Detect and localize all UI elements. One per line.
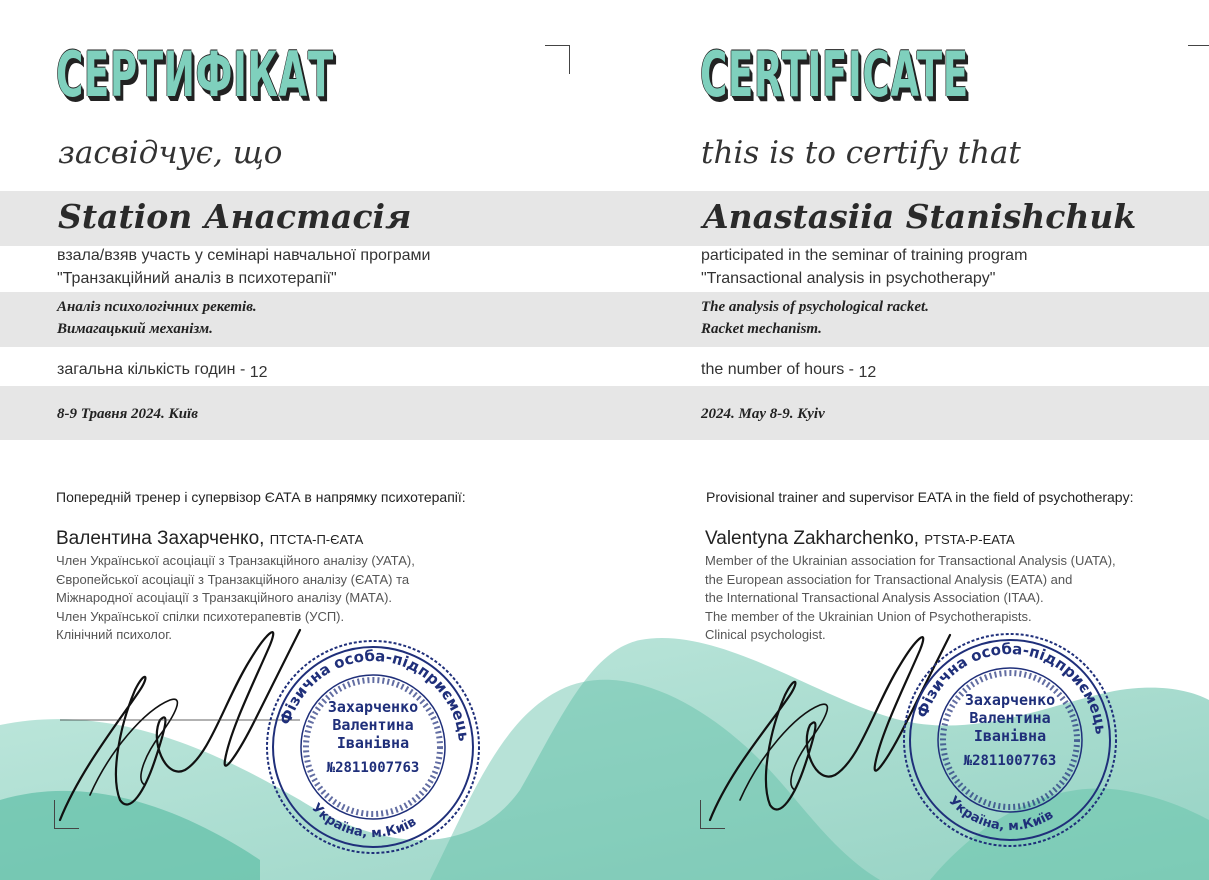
hours-value: 12 <box>249 364 268 381</box>
seminar-topic-1: Аналіз психологічних рекетів. <box>57 299 257 315</box>
credential-line: Clinical psychologist. <box>705 627 826 642</box>
stamp-line-1: Захарченко <box>327 698 419 716</box>
recipient-name: Station Анастасія <box>58 197 412 236</box>
trainer-post: ПТСТА-П-ЄАТА <box>269 532 364 547</box>
credential-line: The member of the Ukrainian Union of Psychotherapists. <box>705 608 1032 624</box>
stamp-line-3: Іванівна <box>336 734 410 752</box>
stamp-ring-text: Фізична особа-підприємець <box>276 646 473 743</box>
hours-label: the number of hours <box>701 361 845 378</box>
stamp-right <box>900 630 1120 850</box>
participation-line-2: "Транзакційний аналіз в психотерапії" <box>57 270 337 287</box>
corner-mark-top-right <box>1188 45 1209 74</box>
seminar-topic-2: Вимагацький механізм. <box>57 321 213 337</box>
hours-label: загальна кількість годин <box>57 361 236 378</box>
certificate-subtitle: засвідчує, що <box>58 135 283 171</box>
trainer-name-text: Valentyna Zakharchenko, <box>705 528 920 549</box>
seminar-topic-1: The analysis of psychological racket. <box>701 299 929 315</box>
credential-line: the International Transactional Analysis Association (ITAA). <box>705 590 1044 605</box>
certificate-subtitle: this is to certify that <box>701 135 1021 171</box>
certificate-title: СЕРТИФІКАТ <box>56 38 334 111</box>
hours-value: 12 <box>858 364 877 381</box>
participation-line-1: participated in the seminar of training program <box>701 247 1028 264</box>
credential-line: Європейської асоціації з Транзакційного аналізу (ЄАТА) та <box>56 571 410 587</box>
stamp-line-2: Валентина <box>969 709 1051 727</box>
credential-line: Клінічний психолог. <box>56 627 173 642</box>
stamp-left <box>263 637 483 857</box>
seminar-date: 2024. May 8-9. Kyiv <box>701 406 825 422</box>
stamp-bottom-text: Україна, м.Київ <box>308 800 419 842</box>
credential-line: Член Української спілки психотерапевтів (УСП). <box>56 608 345 624</box>
seminar-date: 8-9 Травня 2024. Київ <box>57 406 198 422</box>
credential-line: Член Української асоціації з Транзакційного аналізу (УАТА), <box>56 553 415 568</box>
hours-row <box>701 361 876 379</box>
stamp-number: №2811007763 <box>963 753 1057 769</box>
stamp-number: №2811007763 <box>326 760 420 776</box>
hours-dash: - <box>848 361 859 378</box>
credential-line: Member of the Ukrainian association for Transactional Analysis (UATA), <box>705 553 1116 568</box>
trainer-label: Provisional trainer and supervisor EATA in the field of psychotherapy: <box>706 489 1134 505</box>
stamp-bottom-text: Україна, м.Київ <box>945 793 1056 835</box>
trainer-name-text: Валентина Захарченко, <box>56 528 265 549</box>
participation-line-2: "Transactional analysis in psychotherapy" <box>701 270 996 287</box>
corner-mark-top <box>545 45 570 74</box>
recipient-name: Anastasiia Stanishchuk <box>703 197 1137 236</box>
trainer-label: Попередній тренер і супервізор ЄАТА в напрямку психотерапії: <box>56 489 466 505</box>
certificate-title: CERTIFICATE <box>700 38 969 111</box>
stamp-ring-text: Фізична особа-підприємець <box>913 639 1110 736</box>
seminar-topic-2: Racket mechanism. <box>701 321 822 337</box>
stamp-line-2: Валентина <box>332 716 414 734</box>
participation-line-1: взала/взяв участь у семінарі навчальної програми <box>57 247 431 264</box>
stamp-line-3: Іванівна <box>973 727 1047 745</box>
hours-dash: - <box>239 361 250 378</box>
stamp-line-1: Захарченко <box>964 691 1056 709</box>
trainer-name <box>705 528 1015 550</box>
credential-line: the European association for Transactional Analysis (EATA) and <box>705 571 1073 587</box>
credential-line: Міжнародної асоціації з Транзакційного аналізу (МАТА). <box>56 590 393 605</box>
trainer-post: PTSTA-P-EATA <box>924 532 1015 547</box>
